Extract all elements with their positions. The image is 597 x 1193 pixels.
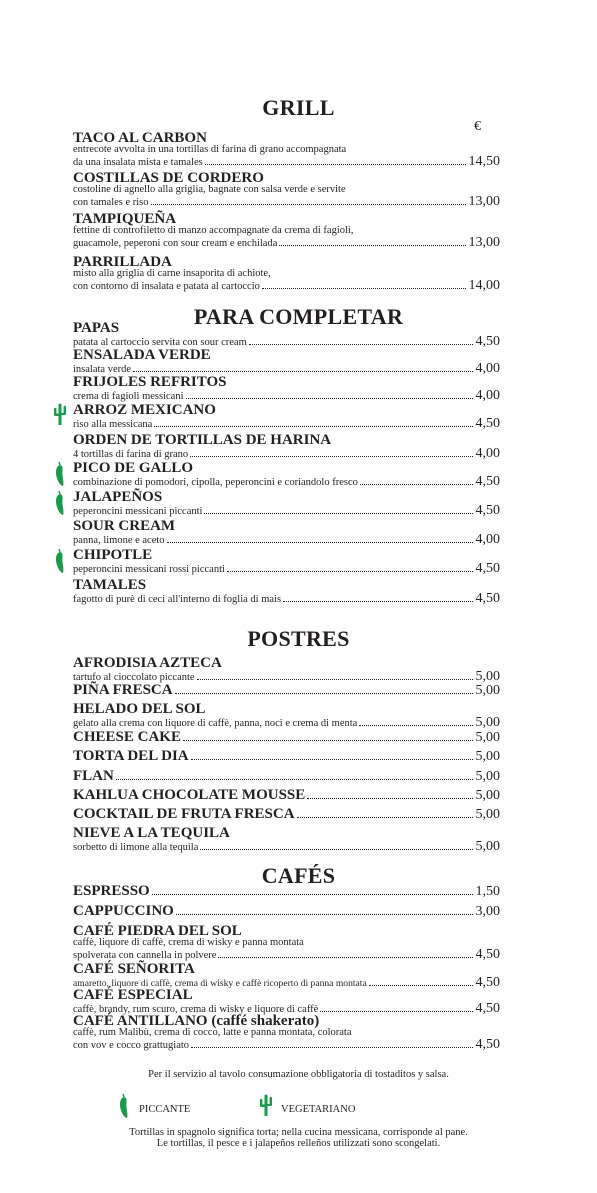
- menu-item: [73, 348, 500, 375]
- item-name: COCKTAIL DE FRUTA FRESCA: [73, 806, 295, 822]
- item-price: 4,50: [475, 1037, 500, 1052]
- dot-leader: [369, 985, 473, 986]
- item-price: 14,50: [468, 154, 500, 169]
- item-price: 4,00: [475, 388, 500, 403]
- menu-item: [73, 730, 500, 744]
- dot-leader: [152, 894, 473, 895]
- menu-item: [73, 924, 500, 961]
- dot-leader: [262, 288, 466, 289]
- item-name: CHEESE CAKE: [73, 729, 181, 745]
- menu-item: [73, 131, 500, 168]
- item-price: 4,50: [475, 416, 500, 431]
- dot-leader: [227, 571, 473, 572]
- dot-leader: [151, 204, 466, 205]
- cactus-icon: [52, 402, 68, 426]
- legend-piccante-label: PICCANTE: [139, 1104, 191, 1115]
- item-desc: guacamole, peperoni con sour cream e enchilada: [73, 238, 278, 249]
- chili-pepper-icon: [54, 548, 66, 574]
- item-price: 14,00: [468, 278, 500, 293]
- item-name: CAFÉ SEÑORITA: [73, 961, 195, 977]
- item-name: COSTILLAS DE CORDERO: [73, 170, 264, 186]
- item-price: 5,00: [475, 749, 500, 764]
- menu-item: [73, 375, 500, 402]
- menu-item: [73, 769, 500, 783]
- dot-leader: [191, 1047, 472, 1048]
- dot-leader: [360, 484, 473, 485]
- item-name: CAFÉ ESPECIAL: [73, 987, 193, 1003]
- item-name: SOUR CREAM: [73, 518, 176, 534]
- chili-pepper-icon: [54, 461, 66, 487]
- cactus-icon: [258, 1093, 274, 1117]
- item-price: 4,50: [475, 1001, 500, 1016]
- menu-item: [73, 749, 500, 763]
- dot-leader: [116, 779, 473, 780]
- menu-item: [73, 884, 500, 898]
- item-name: PICO DE GALLO: [73, 460, 194, 476]
- item-desc: misto alla griglia di carne insaporita di achiote,: [73, 268, 271, 279]
- item-desc: amaretto, liquore di caffè, crema di wisky e caffè ricoperto di panna montata: [73, 978, 367, 989]
- item-desc: con vov e cocco grattugiato: [73, 1040, 190, 1051]
- item-name: ENSALADA VERDE: [73, 347, 211, 363]
- item-name: TACO AL CARBON: [73, 130, 207, 146]
- item-desc: peperoncini messicani rossi piccanti: [73, 564, 225, 575]
- menu-item: [73, 807, 500, 821]
- service-note: Per il servizio al tavolo consumazione obbligatoria di tostaditos y salsa.: [148, 1069, 449, 1080]
- currency-label: €: [474, 119, 481, 134]
- item-desc: da una insalata mista e tamales: [73, 157, 203, 168]
- item-desc: costoline di agnello alla griglia, bagnate con salsa verde e servite: [73, 184, 346, 195]
- menu-item: [73, 962, 500, 989]
- item-price: 4,00: [475, 361, 500, 376]
- item-price: 5,00: [475, 669, 500, 684]
- item-name: FRIJOLES REFRITOS: [73, 374, 227, 390]
- item-name: NIEVE A LA TEQUILA: [73, 825, 230, 841]
- menu-item: [73, 212, 500, 249]
- dot-leader: [205, 164, 466, 165]
- dot-leader: [279, 245, 465, 246]
- item-price: 5,00: [475, 715, 500, 730]
- item-name: FLAN: [73, 768, 114, 784]
- item-price: 4,50: [475, 334, 500, 349]
- footer-note: Tortillas in spagnolo significa torta; nella cucina messicana, corrisponde al pane.: [129, 1127, 468, 1138]
- dot-leader: [359, 725, 472, 726]
- item-price: 4,50: [475, 474, 500, 489]
- item-price: 4,00: [475, 532, 500, 547]
- menu-item: [73, 403, 500, 430]
- menu-item: [73, 683, 500, 697]
- dot-leader: [186, 398, 473, 399]
- item-price: 5,00: [475, 839, 500, 854]
- section-title-cafes: CAFÉS: [261, 863, 336, 888]
- item-price: 1,50: [475, 884, 500, 899]
- item-name: TORTA DEL DIA: [73, 748, 189, 764]
- item-name: HELADO DEL SOL: [73, 701, 206, 717]
- item-desc: con contorno di insalata e patata al cartoccio: [73, 281, 260, 292]
- chili-pepper-icon: [54, 490, 66, 516]
- menu-item: [73, 988, 500, 1015]
- item-desc: caffè, liquore di caffè, crema di wisky e panna montata: [73, 937, 304, 948]
- item-desc: crema di fagioli messicani: [73, 391, 184, 402]
- dot-leader: [191, 759, 473, 760]
- dot-leader: [154, 426, 472, 427]
- dot-leader: [167, 542, 473, 543]
- item-desc: riso alla messicana: [73, 419, 153, 430]
- item-name: ORDEN DE TORTILLAS DE HARINA: [73, 432, 332, 448]
- item-name: PIÑA FRESCA: [73, 682, 173, 698]
- item-name: JALAPEÑOS: [73, 489, 163, 505]
- menu-item: [73, 904, 500, 918]
- item-desc: caffè, rum Malibù, crema di cocco, latte e panna montata, colorata: [73, 1027, 352, 1038]
- menu-item: [73, 255, 500, 292]
- item-name: KAHLUA CHOCOLATE MOUSSE: [73, 787, 306, 803]
- item-price: 13,00: [468, 194, 500, 209]
- item-price: 4,50: [475, 591, 500, 606]
- menu-item: [73, 321, 500, 348]
- menu-item: [73, 519, 500, 546]
- item-price: 5,00: [475, 769, 500, 784]
- item-price: 5,00: [475, 683, 500, 698]
- item-name: CAFÉ PIEDRA DEL SOL: [73, 923, 242, 939]
- item-name: ESPRESSO: [73, 883, 150, 899]
- item-desc: patata al cartoccio servita con sour cream: [73, 337, 247, 348]
- item-desc: fettine di controfiletto di manzo accompagnate da crema di fagioli,: [73, 225, 354, 236]
- item-price: 5,00: [475, 730, 500, 745]
- item-name: TAMALES: [73, 577, 147, 593]
- item-desc: gelato alla crema con liquore di caffè, panna, noci e crema di menta: [73, 718, 358, 729]
- item-desc: caffè, brandy, rum scuro, crema di wisky e liquore di caffè: [73, 1004, 319, 1015]
- menu-item: [73, 433, 500, 460]
- item-desc: insalata verde: [73, 364, 132, 375]
- footer-note: Le tortillas, il pesce e i jalapeños relleños utilizzati sono scongelati.: [156, 1138, 441, 1149]
- item-name: CHIPOTLE: [73, 547, 153, 563]
- item-desc: spolverata con cannella in polvere: [73, 950, 217, 961]
- dot-leader: [200, 849, 472, 850]
- item-desc: entrecote avvolta in una tortillas di farina di grano accompagnata: [73, 144, 347, 155]
- dot-leader: [133, 371, 472, 372]
- item-name: CAPPUCCINO: [73, 903, 174, 919]
- item-price: 4,50: [475, 561, 500, 576]
- dot-leader: [320, 1011, 472, 1012]
- item-desc: 4 tortillas di farina di grano: [73, 449, 189, 460]
- menu-item: [73, 461, 500, 488]
- item-desc: fagotto di purè di ceci all'interno di foglia di mais: [73, 594, 282, 605]
- section-title-grill: GRILL: [262, 95, 335, 120]
- item-desc: panna, limone e aceto: [73, 535, 165, 546]
- menu-item: [73, 1014, 500, 1051]
- menu-item: [73, 656, 500, 683]
- item-desc: combinazione di pomodori, cipolla, peperoncini e coriandolo fresco: [73, 477, 358, 488]
- menu-item: [73, 490, 500, 517]
- item-desc: tartufo al cioccolato piccante: [73, 672, 195, 683]
- dot-leader: [190, 456, 472, 457]
- menu-item: [73, 171, 500, 208]
- item-price: 4,50: [475, 947, 500, 962]
- item-desc: peperoncini messicani piccanti: [73, 506, 203, 517]
- dot-leader: [297, 817, 473, 818]
- menu-item: [73, 702, 500, 729]
- item-price: 5,00: [475, 807, 500, 822]
- dot-leader: [218, 957, 472, 958]
- item-desc: con tamales e riso: [73, 197, 149, 208]
- dot-leader: [197, 679, 473, 680]
- chili-pepper-icon: [118, 1093, 130, 1119]
- dot-leader: [204, 513, 472, 514]
- dot-leader: [175, 693, 473, 694]
- item-price: 5,00: [475, 788, 500, 803]
- menu-item: [73, 788, 500, 802]
- menu-item: [73, 548, 500, 575]
- dot-leader: [183, 740, 473, 741]
- item-desc: sorbetto di limone alla tequila: [73, 842, 199, 853]
- dot-leader: [283, 601, 472, 602]
- item-name: CAFÉ ANTILLANO (caffé shakerato): [73, 1013, 320, 1029]
- item-name: TAMPIQUEÑA: [73, 211, 177, 227]
- menu-item: [73, 826, 500, 853]
- legend-vegetariano-label: VEGETARIANO: [281, 1104, 356, 1115]
- item-name: ARROZ MEXICANO: [73, 402, 216, 418]
- item-name: AFRODISIA AZTECA: [73, 655, 222, 671]
- item-price: 4,00: [475, 446, 500, 461]
- section-title-postres: POSTRES: [247, 626, 350, 651]
- item-price: 13,00: [468, 235, 500, 250]
- section-title-para-completar: PARA COMPLETAR: [193, 304, 404, 329]
- item-name: PAPAS: [73, 320, 120, 336]
- dot-leader: [249, 344, 473, 345]
- menu-item: [73, 578, 500, 605]
- item-name: PARRILLADA: [73, 254, 172, 270]
- item-price: 3,00: [475, 904, 500, 919]
- item-price: 4,50: [475, 503, 500, 518]
- dot-leader: [176, 914, 473, 915]
- item-price: 4,50: [475, 975, 500, 990]
- dot-leader: [307, 798, 472, 799]
